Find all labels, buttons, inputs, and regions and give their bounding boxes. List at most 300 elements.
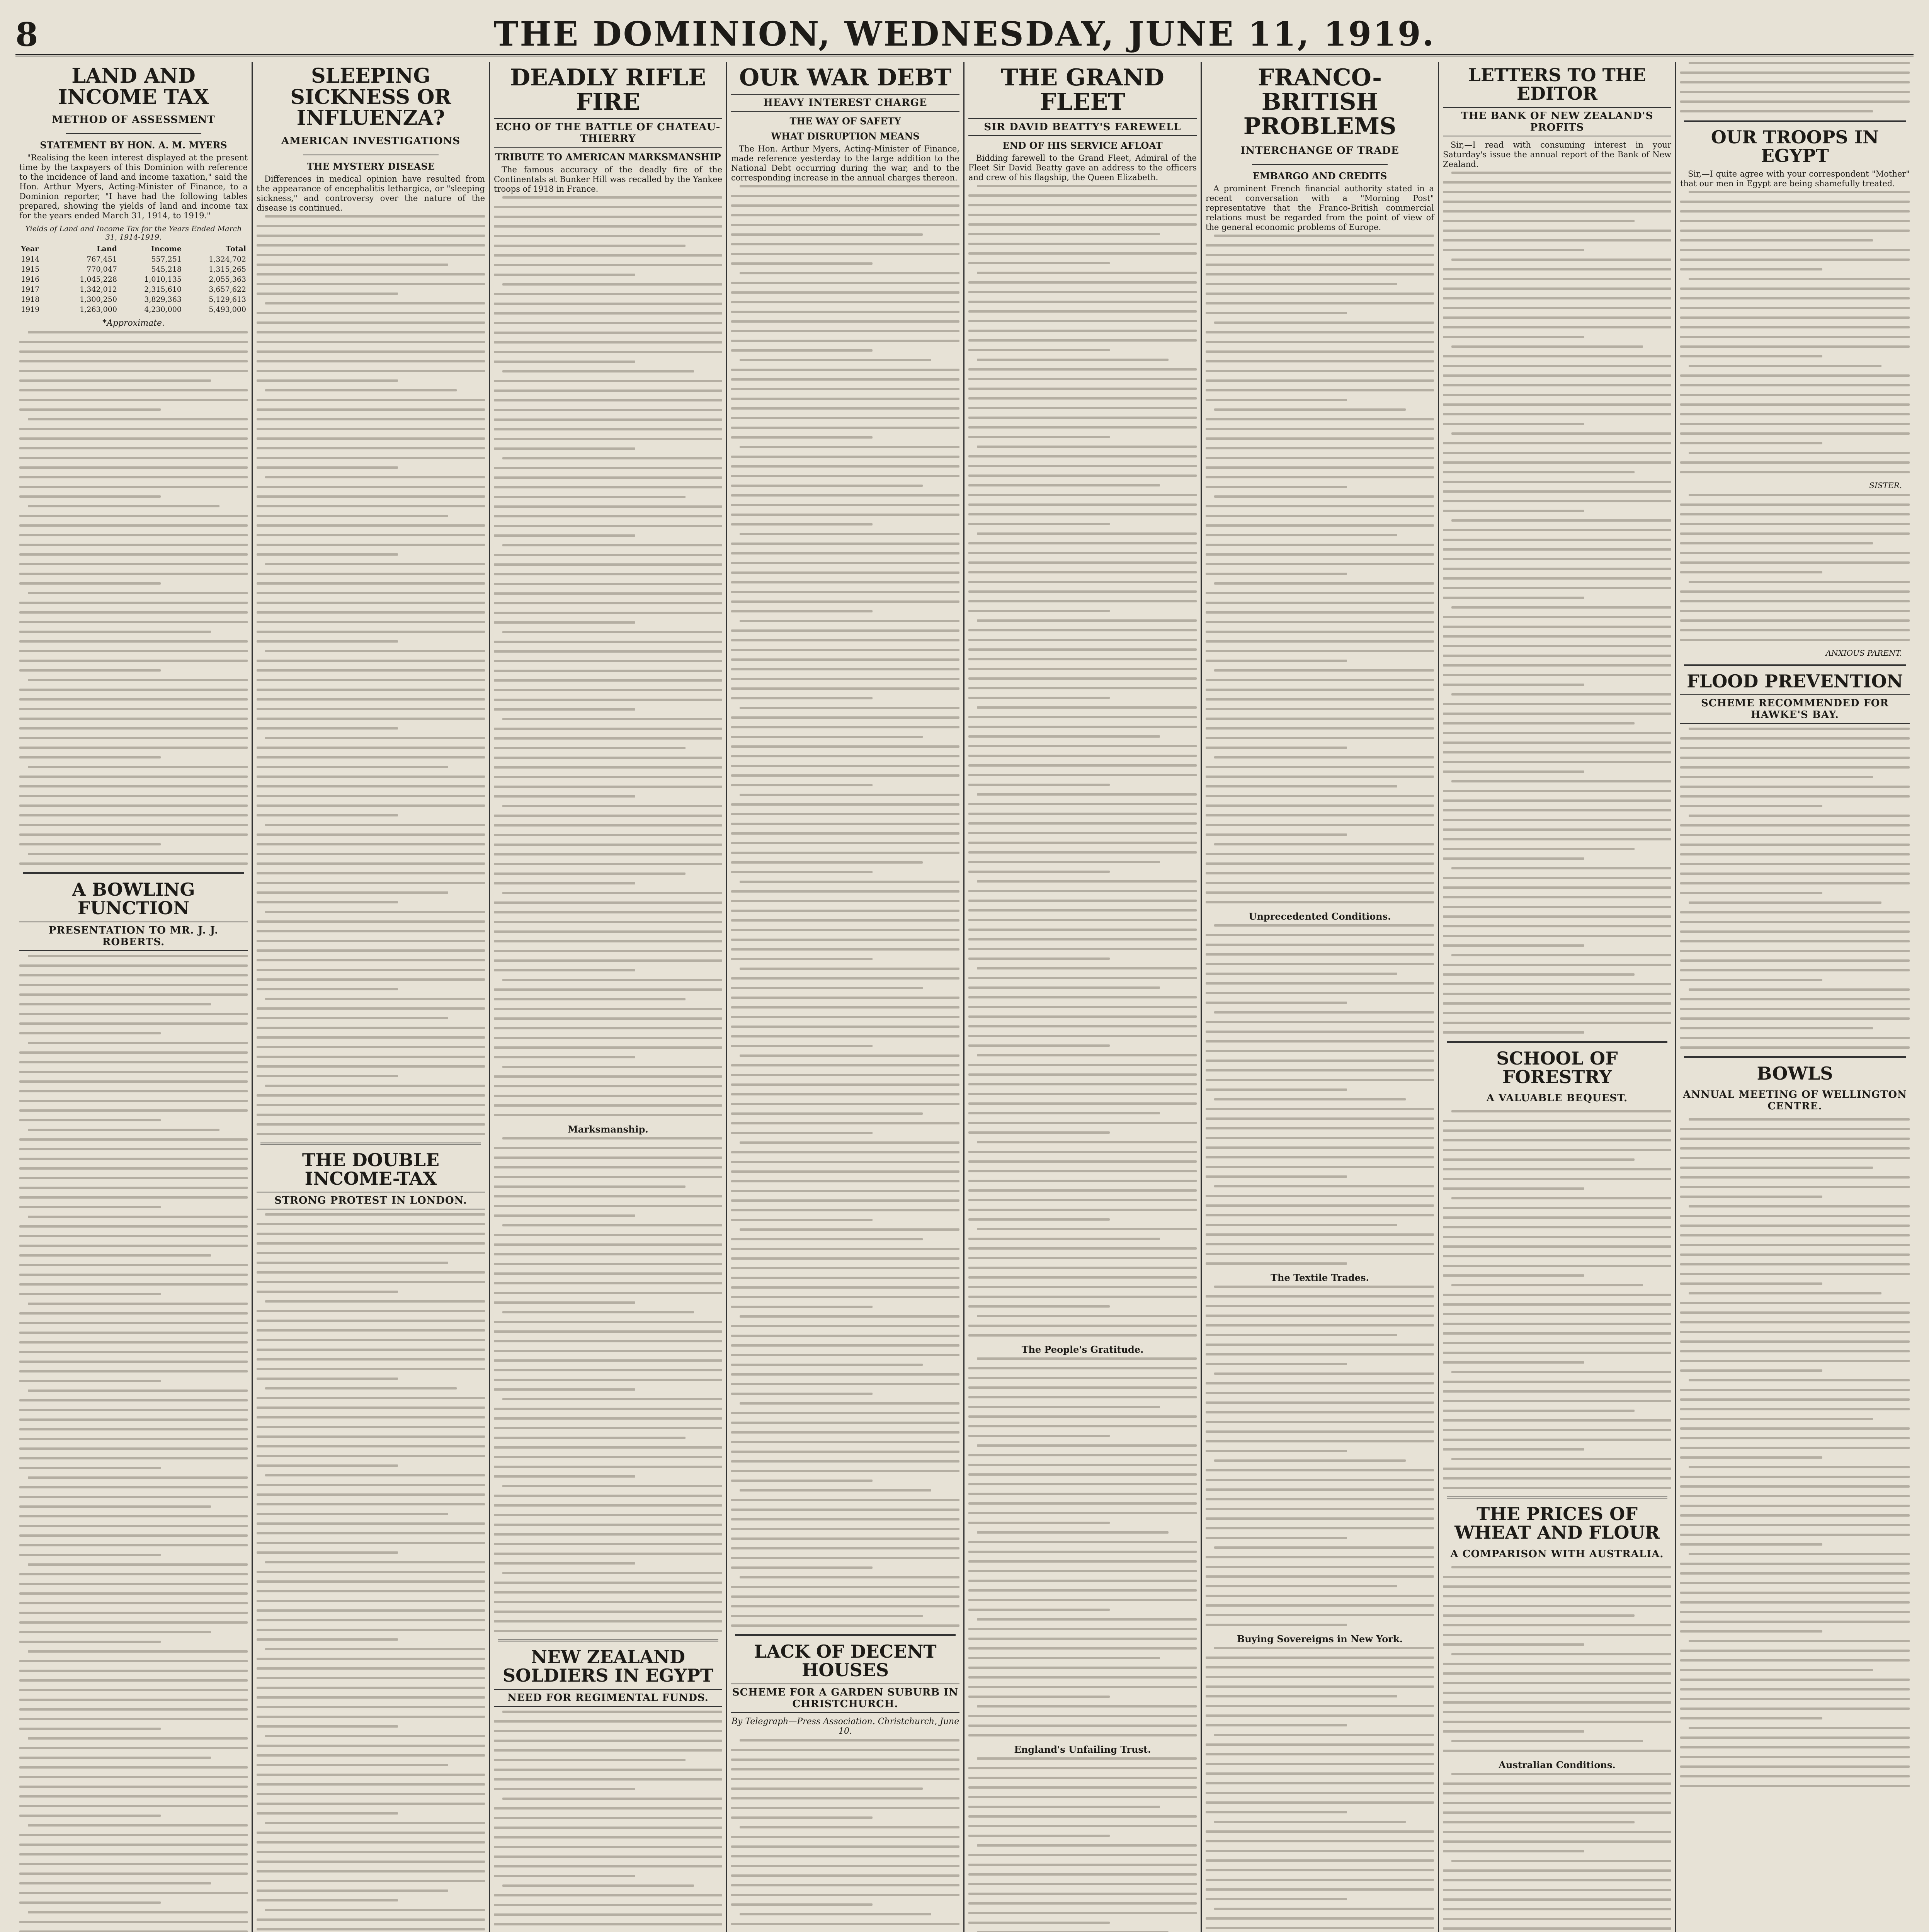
text-line	[731, 997, 959, 999]
text-line	[257, 515, 448, 517]
text-line	[494, 1533, 722, 1536]
text-line	[731, 243, 959, 245]
land-income-tax-sub: STATEMENT BY HON. A. M. MYERS	[40, 139, 227, 151]
text-line	[1443, 1879, 1671, 1881]
divider	[498, 1639, 718, 1641]
text-column-block	[1680, 191, 1910, 473]
text-line	[731, 1026, 959, 1028]
text-line	[494, 766, 722, 769]
text-line	[968, 1873, 1197, 1876]
text-line	[494, 245, 686, 247]
text-line	[1443, 626, 1671, 628]
text-line	[1206, 1517, 1434, 1520]
text-line	[1206, 1714, 1434, 1717]
text-line	[1680, 921, 1910, 923]
sleeping-sickness-headline: SLEEPING SICKNESS OR INFLUENZA?	[290, 64, 451, 130]
text-line	[257, 1464, 398, 1467]
text-line	[257, 1619, 485, 1621]
text-line	[257, 1094, 485, 1097]
text-line	[968, 803, 1197, 805]
text-line	[1680, 1659, 1910, 1662]
text-line	[19, 611, 248, 614]
text-line	[968, 1406, 1160, 1408]
text-line	[257, 1114, 485, 1116]
text-line	[19, 1921, 248, 1923]
text-line	[1443, 1701, 1671, 1704]
text-line	[1680, 1543, 1822, 1546]
text-line	[1206, 1595, 1434, 1597]
text-line	[1689, 1727, 1910, 1729]
text-line	[731, 1364, 923, 1366]
text-line	[1206, 963, 1434, 965]
text-line	[257, 350, 485, 353]
text-line	[968, 1112, 1160, 1114]
text-line	[1443, 568, 1671, 570]
text-line	[257, 669, 485, 672]
text-line	[1206, 1156, 1434, 1158]
text-line	[19, 1109, 248, 1112]
text-line	[1680, 503, 1910, 506]
bowls-headline: BOWLS	[1757, 1063, 1833, 1084]
text-line	[1680, 1572, 1910, 1575]
text-line	[968, 262, 1110, 264]
text-line	[1206, 982, 1434, 985]
table-cell: 1,263,000	[80, 305, 117, 314]
text-line	[19, 1351, 248, 1353]
article-body	[968, 153, 1197, 182]
text-line	[1206, 1262, 1347, 1265]
text-line	[977, 1844, 1197, 1847]
text-line	[731, 1335, 959, 1337]
text-line	[1206, 1214, 1434, 1216]
text-line	[740, 446, 959, 448]
text-line	[968, 426, 1197, 429]
article-lead: Sir,—I quite agree with your correspondent "Mother" that our men in Egypt are being shamefully treated.	[1680, 169, 1910, 188]
text-line	[502, 544, 722, 546]
letters-editor-headline: LETTERS TO THE EDITOR	[1468, 65, 1646, 104]
text-line	[1443, 1390, 1671, 1393]
text-line	[1206, 1695, 1397, 1697]
text-line	[19, 1699, 248, 1701]
text-line	[1443, 403, 1671, 406]
text-line	[1443, 1889, 1671, 1891]
text-line	[968, 1541, 1197, 1543]
text-line	[494, 1330, 722, 1333]
text-line	[19, 650, 248, 652]
article-body	[19, 153, 248, 221]
text-line	[731, 987, 923, 989]
text-line	[1206, 853, 1434, 855]
text-line	[19, 1235, 248, 1237]
article-body	[494, 165, 722, 194]
table-cell: 1,324,702	[209, 255, 246, 264]
text-line	[1680, 71, 1910, 74]
text-line	[494, 747, 686, 749]
text-line	[1680, 1282, 1822, 1285]
text-line	[257, 1832, 485, 1834]
text-line	[731, 1306, 873, 1308]
text-line	[1680, 998, 1910, 1000]
text-line	[968, 1396, 1197, 1398]
bnz-profits-deck: THE BANK OF NEW ZEALAND'S PROFITS	[1443, 107, 1671, 136]
text-line	[731, 456, 959, 458]
text-line	[1206, 1421, 1434, 1423]
text-line	[968, 214, 1197, 216]
text-line	[257, 1027, 485, 1029]
text-line	[494, 728, 722, 730]
text-line	[1680, 1046, 1910, 1049]
text-line	[968, 1415, 1197, 1418]
bowling-function-deck: PRESENTATION TO MR. J. J. ROBERTS.	[19, 922, 248, 951]
text-line	[1680, 930, 1910, 933]
text-line	[1206, 350, 1434, 353]
text-line	[1443, 1168, 1671, 1170]
text-line	[19, 350, 248, 353]
text-line	[1689, 278, 1910, 280]
text-line	[1443, 577, 1671, 580]
text-line	[968, 986, 1160, 989]
text-line	[1443, 1265, 1671, 1267]
text-line	[19, 804, 248, 807]
text-line	[1680, 1225, 1910, 1227]
text-line	[257, 640, 398, 643]
text-line	[968, 291, 1197, 293]
text-line	[1443, 481, 1671, 483]
text-line	[731, 523, 873, 526]
text-line	[19, 1583, 248, 1585]
text-line	[1680, 766, 1910, 769]
text-line	[1206, 824, 1434, 826]
text-line	[1206, 1021, 1434, 1023]
text-line	[1680, 824, 1910, 827]
text-line	[1206, 1069, 1434, 1071]
text-line	[257, 553, 398, 556]
text-line	[502, 1572, 722, 1574]
text-line	[19, 341, 248, 343]
text-line	[1680, 610, 1910, 612]
text-line	[494, 1817, 722, 1819]
text-line	[731, 1103, 959, 1105]
text-line	[731, 340, 959, 342]
text-line	[1443, 1323, 1671, 1325]
divider	[23, 872, 244, 874]
australian-conditions-sub: Australian Conditions.	[1499, 1759, 1616, 1770]
text-line	[1451, 172, 1671, 174]
text-line	[494, 534, 635, 537]
text-line	[731, 1470, 959, 1472]
war-debt-sub-b: WHAT DISRUPTION MEANS	[771, 131, 920, 142]
text-line	[1689, 1379, 1910, 1381]
text-line	[257, 1542, 485, 1544]
text-line	[494, 225, 722, 228]
text-line	[1206, 934, 1434, 936]
decent-houses-headline: LACK OF DECENT HOUSES	[754, 1641, 937, 1681]
text-line	[257, 1368, 485, 1370]
text-line	[19, 814, 248, 816]
text-line	[1443, 1245, 1671, 1248]
text-line	[494, 303, 722, 305]
text-line	[257, 1397, 485, 1399]
text-line	[968, 397, 1197, 400]
text-line	[968, 1151, 1197, 1153]
text-line	[1443, 181, 1671, 184]
text-column-block	[494, 1711, 722, 1932]
table-row	[19, 304, 248, 315]
text-line	[1443, 326, 1671, 328]
text-line	[1443, 1663, 1671, 1665]
text-line	[1206, 804, 1434, 807]
text-line	[494, 1104, 722, 1107]
text-column-block	[1443, 1566, 1671, 1752]
text-line	[1443, 1129, 1671, 1132]
text-line	[1206, 1146, 1434, 1149]
text-line	[968, 1454, 1197, 1456]
text-line	[731, 204, 959, 207]
text-line	[494, 486, 722, 488]
text-line	[1680, 1524, 1910, 1526]
text-line	[1680, 1427, 1910, 1430]
text-line	[502, 892, 722, 894]
text-line	[1206, 1430, 1434, 1433]
text-line	[257, 920, 485, 923]
text-line	[1206, 1685, 1434, 1688]
article-lead: Bidding farewell to the Grand Fleet, Admiral of the Fleet Sir David Beatty gave an address to the officers and crew of his flagship, the Queen Elizabeth.	[968, 153, 1197, 182]
text-line	[257, 524, 485, 527]
text-line	[1206, 418, 1434, 420]
text-line	[1680, 1476, 1910, 1478]
text-line	[731, 543, 959, 545]
text-line	[731, 1093, 959, 1095]
text-line	[494, 1205, 722, 1207]
text-line	[1443, 1012, 1671, 1014]
text-line	[257, 408, 485, 411]
text-column-block	[1443, 1110, 1671, 1489]
text-line	[740, 1913, 931, 1915]
text-line	[1689, 494, 1910, 496]
text-line	[1206, 1801, 1434, 1804]
text-line	[257, 1310, 485, 1312]
text-line	[494, 1495, 722, 1497]
text-line	[1206, 992, 1434, 994]
text-line	[977, 1705, 1197, 1708]
text-line	[1206, 1859, 1434, 1862]
text-line	[19, 1206, 161, 1208]
text-line	[19, 660, 248, 662]
grand-fleet-headline: THE GRAND FLEET	[1001, 64, 1164, 116]
text-line	[502, 370, 694, 372]
text-line	[1206, 785, 1397, 787]
divider	[1447, 1497, 1667, 1498]
text-line	[1206, 640, 1434, 643]
text-line	[968, 1267, 1197, 1269]
text-line	[1680, 747, 1910, 749]
text-line	[265, 1909, 485, 1911]
text-line	[1443, 713, 1671, 715]
text-line	[1443, 1361, 1584, 1364]
text-line	[494, 708, 635, 711]
text-line	[257, 1658, 485, 1660]
text-line	[1206, 1392, 1434, 1394]
table-cell: 1,010,135	[144, 275, 182, 284]
text-line	[494, 592, 722, 595]
text-line	[1680, 220, 1910, 222]
text-line	[494, 776, 722, 778]
text-line	[19, 1438, 248, 1440]
text-line	[257, 1281, 485, 1283]
text-line	[494, 1611, 722, 1613]
text-line	[494, 1553, 722, 1555]
text-line	[1680, 532, 1910, 535]
text-line	[257, 437, 485, 440]
table-cell: 1,300,250	[80, 295, 117, 304]
text-line	[19, 563, 248, 565]
text-line	[968, 1493, 1197, 1495]
masthead	[15, 12, 1914, 56]
text-line	[257, 573, 485, 575]
text-line	[494, 1388, 635, 1391]
table-cell: 1916	[21, 275, 40, 284]
text-line	[257, 1075, 398, 1077]
text-line	[19, 747, 248, 749]
text-line	[1206, 312, 1347, 314]
text-column-block	[968, 185, 1197, 1337]
text-line	[968, 658, 1197, 660]
page-number: 8	[15, 15, 38, 54]
text-line	[494, 563, 722, 566]
text-line	[257, 1590, 485, 1592]
text-line	[1451, 867, 1671, 869]
text-line	[494, 447, 635, 450]
text-line	[257, 1667, 485, 1670]
text-line	[968, 561, 1197, 564]
text-line	[968, 1170, 1197, 1172]
text-line	[502, 1798, 722, 1800]
flood-prevention-headline: FLOOD PREVENTION	[1687, 670, 1903, 692]
text-line	[740, 1826, 959, 1828]
text-line	[19, 1834, 248, 1836]
text-line	[1443, 1381, 1671, 1383]
text-line	[1443, 316, 1671, 319]
text-line	[731, 1277, 959, 1279]
text-line	[1206, 1060, 1434, 1062]
text-line	[968, 503, 1197, 506]
text-line	[1206, 1811, 1347, 1813]
text-line	[1443, 539, 1671, 541]
text-line	[968, 1580, 1197, 1582]
text-line	[1680, 523, 1910, 525]
text-line	[968, 1647, 1197, 1650]
text-line	[731, 1595, 959, 1598]
text-line	[1680, 979, 1822, 981]
text-line	[731, 823, 959, 825]
text-line	[502, 1485, 722, 1487]
text-line	[257, 1123, 485, 1126]
text-line	[494, 853, 722, 855]
text-line	[1680, 345, 1910, 348]
text-line	[1443, 500, 1671, 502]
text-line	[265, 650, 485, 652]
text-line	[19, 1805, 248, 1807]
divider	[66, 133, 201, 134]
text-line	[731, 1807, 959, 1809]
text-line	[1443, 616, 1671, 618]
text-line	[731, 1923, 959, 1925]
text-line	[265, 389, 457, 391]
text-line	[968, 1696, 1110, 1698]
text-line	[1689, 1553, 1910, 1555]
text-line	[494, 573, 722, 575]
text-line	[1206, 524, 1434, 527]
text-line	[1206, 1556, 1434, 1558]
text-line	[1680, 1273, 1910, 1275]
text-line	[19, 399, 248, 401]
text-line	[968, 1209, 1197, 1211]
text-line	[968, 1676, 1197, 1679]
text-line	[494, 399, 722, 401]
text-line	[257, 1687, 485, 1689]
text-line	[19, 631, 211, 633]
table-header: Land	[54, 244, 119, 254]
text-line	[977, 532, 1197, 535]
text-line	[1680, 892, 1822, 894]
text-line	[731, 1267, 959, 1269]
text-line	[19, 1032, 161, 1034]
text-line	[1443, 790, 1671, 792]
text-line	[731, 1865, 959, 1867]
text-line	[968, 1035, 1197, 1037]
text-line	[1689, 815, 1910, 817]
text-line	[731, 1836, 959, 1838]
text-line	[494, 1379, 722, 1381]
text-line	[1443, 828, 1671, 831]
text-line	[494, 959, 722, 962]
text-line	[494, 1114, 722, 1116]
text-line	[257, 592, 485, 594]
text-line	[19, 1225, 248, 1228]
text-line	[494, 930, 722, 933]
text-line	[19, 1090, 248, 1092]
text-line	[1206, 833, 1347, 836]
text-line	[1443, 1782, 1671, 1785]
text-line	[19, 785, 248, 787]
article-body	[1206, 184, 1434, 232]
text-line	[257, 544, 485, 546]
text-line	[1206, 264, 1434, 266]
text-line	[968, 668, 1197, 670]
text-column-block	[1680, 494, 1910, 641]
text-line	[1451, 1860, 1671, 1862]
text-line	[494, 679, 722, 682]
text-line	[19, 1631, 211, 1633]
text-line	[1206, 592, 1434, 594]
text-line	[19, 1361, 248, 1363]
text-line	[502, 196, 722, 199]
text-line	[1680, 571, 1822, 573]
text-line	[257, 949, 485, 952]
text-line	[1206, 795, 1434, 797]
text-line	[968, 1786, 1197, 1789]
text-line	[257, 891, 448, 894]
text-line	[1443, 809, 1671, 811]
text-line	[19, 553, 248, 556]
text-line	[740, 1576, 959, 1578]
text-line	[1206, 1488, 1434, 1491]
text-line	[1680, 1244, 1910, 1246]
text-line	[19, 1766, 248, 1769]
text-line	[1680, 776, 1873, 778]
text-line	[494, 1740, 722, 1742]
text-line	[1680, 1611, 1910, 1613]
